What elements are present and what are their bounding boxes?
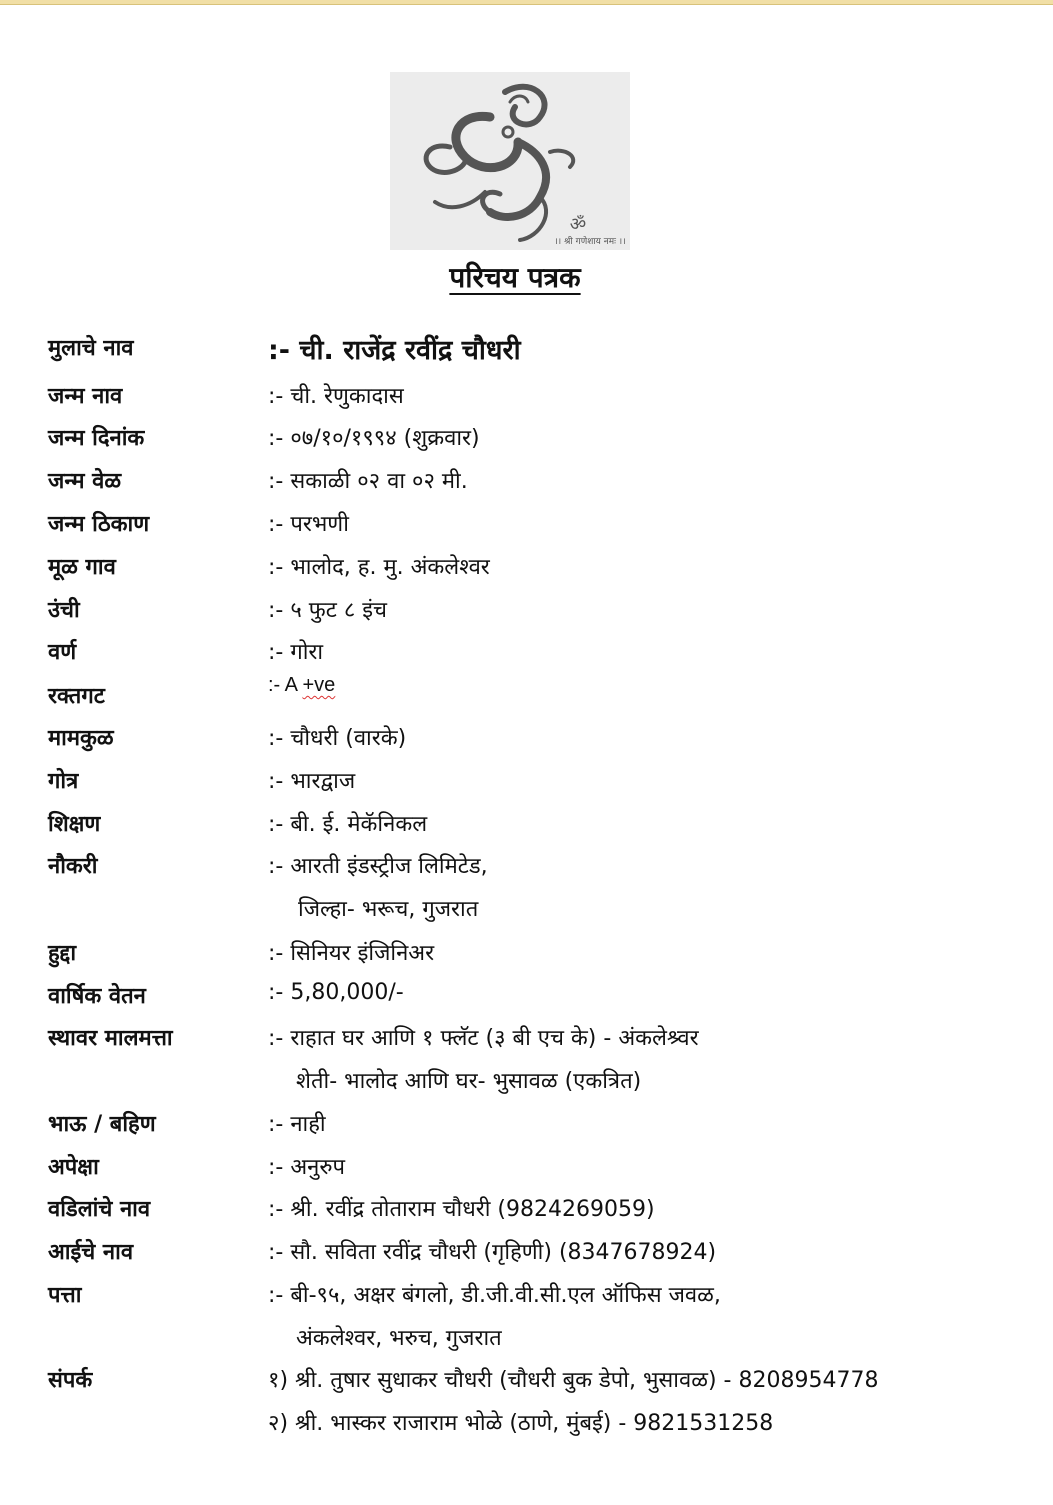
maternal-family-value: :- चौधरी (वारके) <box>268 726 407 751</box>
om-symbol: ॐ <box>569 214 587 235</box>
blood-group-value: +ve <box>302 674 336 696</box>
height-value: :- ५ फुट ८ इंच <box>268 598 388 623</box>
name-value: :- ची. राजेंद्र रवींद्र चौधरी <box>268 335 521 366</box>
birth-place-label: जन्म ठिकाण <box>48 512 150 537</box>
row-education <box>48 808 1038 848</box>
name-label: मुलाचे नाव <box>48 336 134 361</box>
row-birth-place <box>48 508 1038 548</box>
mother-value: :- सौ. सविता रवींद्र चौधरी (गृहिणी) (8347678924) <box>268 1240 717 1265</box>
row-siblings <box>48 1108 1038 1148</box>
maternal-family-label: मामकुळ <box>48 726 114 751</box>
row-property <box>48 1022 1038 1062</box>
birth-date-value: :- ०७/१०/१९९४ (शुक्रवार) <box>268 426 480 451</box>
birth-place-value: :- परभणी <box>268 512 349 537</box>
salary-label: वार्षिक वेतन <box>48 984 146 1009</box>
row-contact-cont <box>48 1407 1038 1447</box>
birth-time-label: जन्म वेळ <box>48 469 122 494</box>
blood-group-prefix: :- A <box>268 674 303 696</box>
expectation-value: :- अनुरुप <box>268 1155 346 1180</box>
window-top-border <box>0 0 1053 5</box>
mother-label: आईचे नाव <box>48 1240 134 1265</box>
row-mother <box>48 1236 1038 1276</box>
ganesha-logo <box>390 72 630 250</box>
designation-label: हुद्दा <box>48 941 77 966</box>
blood-group-label: रक्तगट <box>48 684 105 709</box>
row-gotra <box>48 765 1038 805</box>
birth-name-label: जन्म नाव <box>48 384 123 409</box>
row-address <box>48 1279 1038 1319</box>
native-place-value: :- भालोद, ह. मु. अंकलेश्वर <box>268 555 490 580</box>
native-place-label: मूळ गाव <box>48 555 116 580</box>
father-label: वडिलांचे नाव <box>48 1197 151 1222</box>
row-contact <box>48 1364 1038 1404</box>
job-value: :- आरती इंडस्ट्रीज लिमिटेड, <box>268 854 488 879</box>
education-value: :- बी. ई. मेकॅनिकल <box>268 812 428 837</box>
blood-group-value-wrap <box>268 674 335 697</box>
contact-label: संपर्क <box>48 1368 93 1393</box>
address-value-line2: अंकलेश्वर, भरुच, गुजरात <box>296 1326 502 1351</box>
birth-time-value: :- सकाळी ०२ वा ०२ मी. <box>268 469 468 494</box>
row-designation <box>48 937 1038 977</box>
father-value: :- श्री. रवींद्र तोताराम चौधरी (9824269059) <box>268 1197 655 1222</box>
row-address-cont <box>48 1322 1038 1362</box>
job-label: नौकरी <box>48 854 98 879</box>
birth-date-label: जन्म दिनांक <box>48 426 145 451</box>
property-value-line2: शेती- भालोद आणि घर- भुसावळ (एकत्रित) <box>296 1069 642 1094</box>
birth-name-value: :- ची. रेणुकादास <box>268 384 404 409</box>
gotra-value: :- भारद्वाज <box>268 769 356 794</box>
row-name <box>48 332 1038 372</box>
ganesha-icon <box>390 72 630 250</box>
row-blood-group <box>48 674 1038 718</box>
row-birth-date <box>48 422 1038 462</box>
contact-value-line2: २) श्री. भास्कर राजाराम भोळे (ठाणे, मुंबई) - 9821531258 <box>268 1411 774 1436</box>
property-value: :- राहात घर आणि १ फ्लॅट (३ बी एच के) - अंकलेश्र्वर <box>268 1026 699 1051</box>
complexion-value: :- गोरा <box>268 640 324 665</box>
row-birth-name <box>48 380 1038 420</box>
row-native-place <box>48 551 1038 591</box>
row-property-cont <box>48 1065 1038 1105</box>
logo-caption: ।। श्री गणेशाय नमः ।। <box>554 237 626 247</box>
row-complexion <box>48 636 1038 676</box>
complexion-label: वर्ण <box>48 640 77 665</box>
row-birth-time <box>48 465 1038 505</box>
education-label: शिक्षण <box>48 812 101 837</box>
siblings-label: भाऊ / बहिण <box>48 1112 156 1137</box>
row-job-cont <box>48 893 1038 933</box>
height-label: उंची <box>48 598 80 623</box>
gotra-label: गोत्र <box>48 769 79 794</box>
row-job <box>48 850 1038 890</box>
contact-value: १) श्री. तुषार सुधाकर चौधरी (चौधरी बुक डेपो, भुसावळ) - 8208954778 <box>268 1368 879 1393</box>
row-expectation <box>48 1151 1038 1191</box>
property-label: स्थावर मालमत्ता <box>48 1026 173 1051</box>
designation-value: :- सिनियर इंजिनिअर <box>268 941 435 966</box>
salary-value: :- 5,80,000/- <box>268 980 404 1005</box>
address-value: :- बी-९५, अक्षर बंगलो, डी.जी.वी.सी.एल ऑफिस जवळ, <box>268 1283 721 1308</box>
page-title: परिचय पत्रक <box>449 261 581 294</box>
row-maternal-family <box>48 722 1038 762</box>
row-father <box>48 1193 1038 1233</box>
row-height <box>48 594 1038 634</box>
job-value-line2: जिल्हा- भरूच, गुजरात <box>298 897 479 922</box>
siblings-value: :- नाही <box>268 1112 326 1137</box>
expectation-label: अपेक्षा <box>48 1155 99 1180</box>
address-label: पत्ता <box>48 1283 82 1308</box>
row-salary <box>48 980 1038 1020</box>
